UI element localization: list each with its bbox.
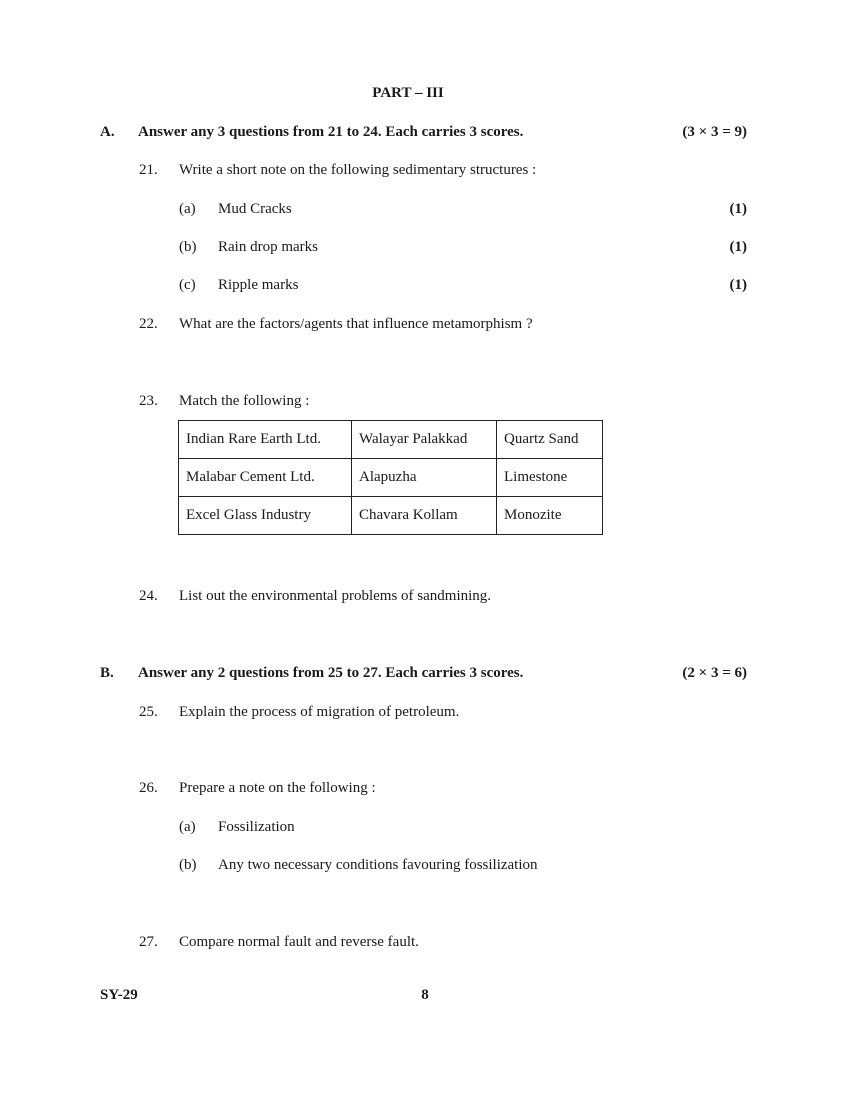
table-row xyxy=(179,497,603,535)
question-number: 26. xyxy=(139,780,158,796)
table-cell: Monozite xyxy=(497,497,603,535)
part-label: (c) xyxy=(179,277,196,293)
part-text: Fossilization xyxy=(218,819,295,835)
table-cell: Walayar Palakkad xyxy=(352,421,497,459)
question-text: Prepare a note on the following : xyxy=(179,780,376,796)
question-text: Explain the process of migration of petroleum. xyxy=(179,704,460,720)
question-text: Write a short note on the following sedimentary structures : xyxy=(179,162,537,178)
part-text: Ripple marks xyxy=(218,277,299,293)
question-number: 23. xyxy=(139,393,158,409)
table-row xyxy=(179,459,603,497)
part-text: Mud Cracks xyxy=(218,201,292,217)
question-text: List out the environmental problems of sandmining. xyxy=(179,588,492,604)
part-label: (a) xyxy=(179,201,196,217)
match-table xyxy=(178,420,603,535)
question-number: 27. xyxy=(139,934,158,950)
table-cell: Indian Rare Earth Ltd. xyxy=(179,421,352,459)
part-label: (b) xyxy=(179,857,197,873)
table-row xyxy=(179,421,603,459)
part-score: (1) xyxy=(729,239,747,255)
section-a-marks: (3 × 3 = 9) xyxy=(682,124,747,140)
table-cell: Limestone xyxy=(497,459,603,497)
question-number: 25. xyxy=(139,704,158,720)
part-text: Rain drop marks xyxy=(218,239,318,255)
section-b-letter: B. xyxy=(100,665,114,681)
section-a-letter: A. xyxy=(100,124,115,140)
table-cell: Alapuzha xyxy=(352,459,497,497)
question-text: Compare normal fault and reverse fault. xyxy=(179,934,419,950)
page-number: 8 xyxy=(421,987,429,1003)
table-cell: Quartz Sand xyxy=(497,421,603,459)
table-cell: Excel Glass Industry xyxy=(179,497,352,535)
table-cell: Malabar Cement Ltd. xyxy=(179,459,352,497)
question-text: Match the following : xyxy=(179,393,310,409)
section-b-instruction: Answer any 2 questions from 25 to 27. Each carries 3 scores. xyxy=(138,665,524,681)
section-a-instruction: Answer any 3 questions from 21 to 24. Each carries 3 scores. xyxy=(138,124,524,140)
part-label: (a) xyxy=(179,819,196,835)
part-text: Any two necessary conditions favouring fossilization xyxy=(218,857,538,873)
part-score: (1) xyxy=(729,277,747,293)
paper-code: SY-29 xyxy=(100,987,138,1003)
question-number: 21. xyxy=(139,162,158,178)
section-b-marks: (2 × 3 = 6) xyxy=(682,665,747,681)
part-title: PART – III xyxy=(372,85,444,101)
question-text: What are the factors/agents that influence metamorphism ? xyxy=(179,316,533,332)
part-score: (1) xyxy=(729,201,747,217)
table-cell: Chavara Kollam xyxy=(352,497,497,535)
question-number: 22. xyxy=(139,316,158,332)
part-label: (b) xyxy=(179,239,197,255)
question-number: 24. xyxy=(139,588,158,604)
